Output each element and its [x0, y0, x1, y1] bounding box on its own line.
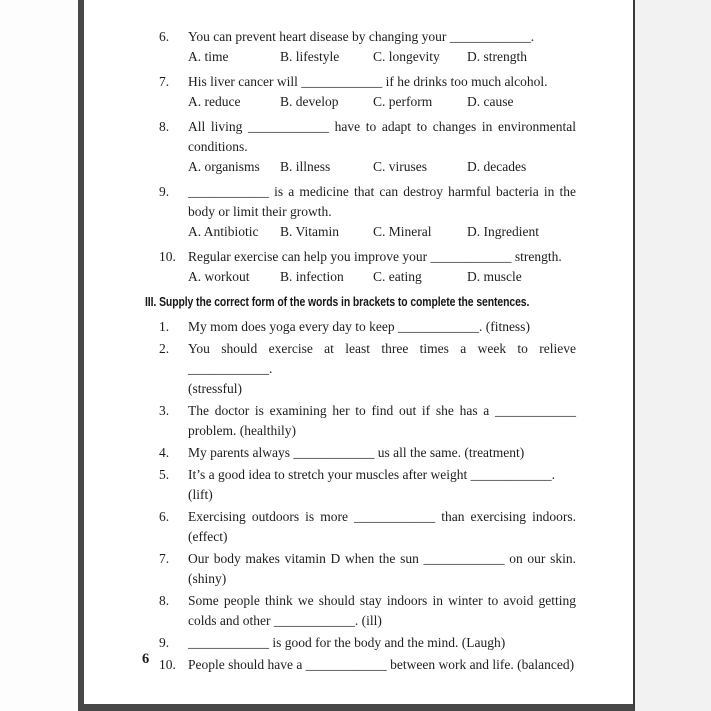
section-title: Supply the correct form of the words in brackets to complete the sentences. — [159, 294, 530, 309]
worksheet-page — [78, 0, 635, 711]
question-line: (shiny) — [188, 571, 227, 586]
question-number: 9. — [159, 635, 170, 650]
options-row — [188, 92, 576, 112]
question-line: Our body makes vitamin D when the sun ____________ on our skin. — [188, 551, 576, 566]
question-text — [188, 549, 576, 589]
word-form-item — [145, 591, 576, 631]
question-row — [145, 465, 576, 505]
question-row — [145, 317, 576, 337]
question-row — [145, 443, 576, 463]
option-B: B. illness — [280, 159, 331, 174]
word-form-item — [145, 507, 576, 547]
question-text — [188, 27, 576, 47]
question-row — [145, 655, 576, 675]
question-row — [145, 27, 576, 47]
question-text — [188, 401, 576, 441]
question-text — [188, 182, 576, 222]
option-C: C. Mineral — [373, 224, 432, 239]
question-row — [145, 549, 576, 589]
word-form-item — [145, 549, 576, 589]
question-text — [188, 655, 576, 675]
question-text — [188, 72, 576, 92]
question-number: 1. — [159, 319, 170, 334]
option-B: B. develop — [280, 94, 339, 109]
question-line: My mom does yoga every day to keep ____________. (fitness) — [188, 319, 530, 334]
question-number: 3. — [159, 403, 170, 418]
page-number: 6 — [142, 651, 150, 667]
option-D: D. strength — [467, 49, 527, 64]
question-text — [188, 247, 576, 267]
question-row — [145, 401, 576, 441]
option-A: A. organisms — [188, 159, 260, 174]
multiple-choice-item — [145, 72, 576, 112]
multiple-choice-items — [145, 27, 576, 287]
page-content — [84, 0, 633, 675]
question-text — [188, 591, 576, 631]
question-line: His liver cancer will ____________ if he drinks too much alcohol. — [188, 74, 548, 89]
question-text — [188, 317, 576, 337]
question-line: You can prevent heart disease by changing your ____________. — [188, 29, 535, 44]
question-number: 9. — [159, 184, 170, 199]
question-number: 7. — [159, 551, 170, 566]
option-B: B. lifestyle — [280, 49, 340, 64]
option-B: B. infection — [280, 269, 344, 284]
question-row — [145, 247, 576, 267]
question-line: (effect) — [188, 529, 228, 544]
question-row — [145, 182, 576, 222]
question-number: 8. — [159, 593, 170, 608]
word-form-item — [145, 443, 576, 463]
question-line: People should have a ____________ between work and life. (balanced) — [188, 657, 575, 672]
question-number: 5. — [159, 467, 170, 482]
question-number: 10. — [159, 249, 176, 264]
question-row — [145, 339, 576, 399]
option-D: D. cause — [467, 94, 514, 109]
question-line: conditions. — [188, 139, 248, 154]
question-row — [145, 591, 576, 631]
question-number: 10. — [159, 657, 176, 672]
question-number: 8. — [159, 119, 170, 134]
question-line: You should exercise at least three times a week to relieve ____________. — [188, 341, 576, 376]
question-line: It’s a good idea to stretch your muscles after weight ____________. (lift) — [188, 467, 556, 502]
options-row — [188, 47, 576, 67]
question-line: The doctor is examining her to find out if she has a ____________ — [188, 403, 576, 418]
question-line: colds and other ____________. (ill) — [188, 613, 382, 628]
question-text — [188, 633, 576, 653]
question-number: 4. — [159, 445, 170, 460]
options-row — [188, 267, 576, 287]
word-form-item — [145, 633, 576, 653]
question-number: 6. — [159, 29, 170, 44]
word-form-item — [145, 317, 576, 337]
question-line: body or limit their growth. — [188, 204, 332, 219]
option-C: C. longevity — [373, 49, 440, 64]
question-line: (stressful) — [188, 381, 242, 396]
option-C: C. perform — [373, 94, 433, 109]
option-D: D. muscle — [467, 269, 522, 284]
question-number: 7. — [159, 74, 170, 89]
question-row — [145, 117, 576, 157]
question-line: My parents always ____________ us all the same. (treatment) — [188, 445, 525, 460]
question-line: ____________ is good for the body and the mind. (Laugh) — [188, 635, 506, 650]
multiple-choice-item — [145, 247, 576, 287]
question-line: problem. (healthily) — [188, 423, 296, 438]
multiple-choice-item — [145, 117, 576, 177]
section-label: III. — [145, 294, 157, 309]
question-line: ____________ is a medicine that can destroy harmful bacteria in the — [188, 184, 576, 199]
question-text — [188, 339, 576, 399]
question-line: All living ____________ have to adapt to changes in environmental — [188, 119, 576, 134]
options-row — [188, 222, 576, 242]
word-form-item — [145, 339, 576, 399]
option-A: A. workout — [188, 269, 250, 284]
question-line: Exercising outdoors is more ____________ than exercising indoors. — [188, 509, 576, 524]
option-D: D. decades — [467, 159, 527, 174]
option-A: A. reduce — [188, 94, 241, 109]
question-number: 6. — [159, 509, 170, 524]
question-text — [188, 117, 576, 157]
question-text — [188, 443, 576, 463]
multiple-choice-item — [145, 27, 576, 67]
question-line: Regular exercise can help you improve your ____________ strength. — [188, 249, 562, 264]
question-text — [188, 465, 576, 505]
options-row — [188, 157, 576, 177]
option-A: A. Antibiotic — [188, 224, 259, 239]
word-form-item — [145, 655, 576, 675]
page-right-margin — [635, 0, 711, 711]
section-heading — [145, 292, 576, 312]
section-heading-text — [145, 292, 529, 312]
word-form-item — [145, 401, 576, 441]
question-number: 2. — [159, 341, 170, 356]
option-D: D. Ingredient — [467, 224, 539, 239]
word-form-item — [145, 465, 576, 505]
multiple-choice-item — [145, 182, 576, 242]
question-row — [145, 633, 576, 653]
option-C: C. viruses — [373, 159, 427, 174]
option-C: C. eating — [373, 269, 422, 284]
option-B: B. Vitamin — [280, 224, 339, 239]
question-line: Some people think we should stay indoors in winter to avoid getting — [188, 593, 576, 608]
question-row — [145, 507, 576, 547]
word-form-items — [145, 317, 576, 675]
option-A: A. time — [188, 49, 229, 64]
question-text — [188, 507, 576, 547]
question-row — [145, 72, 576, 92]
